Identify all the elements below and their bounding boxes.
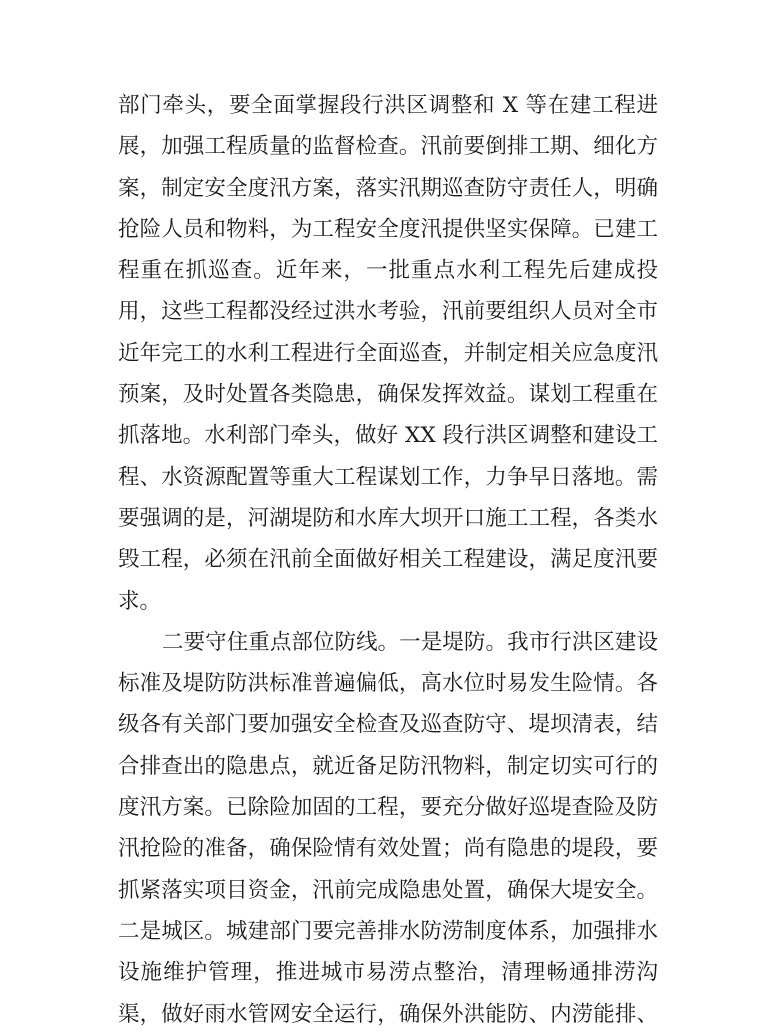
text-line: 程、水资源配置等重大工程谋划工作，力争早日落地。需: [118, 464, 658, 490]
text-line: 预案，及时处置各类隐患，确保发挥效益。谋划工程重在: [118, 382, 658, 408]
text-line: 设施维护管理，推进城市易涝点整治，清理畅通排涝沟: [118, 960, 658, 986]
paragraph-end-line: 求。: [118, 588, 162, 614]
text-line: 汛抢险的准备，确保险情有效处置；尚有隐患的堤段，要: [118, 836, 658, 862]
text-line: 近年完工的水利工程进行全面巡查，并制定相关应急度汛: [118, 340, 658, 366]
text-line: 抢险人员和物料，为工程安全度汛提供坚实保障。已建工: [118, 216, 658, 242]
paragraph-first-line: 二要守住重点部位防线。一是堤防。我市行洪区建设: [162, 629, 658, 655]
text-line: 要强调的是，河湖堤防和水库大坝开口施工工程，各类水: [118, 505, 658, 531]
text-line: 抓紧落实项目资金，汛前完成隐患处置，确保大堤安全。: [118, 877, 658, 903]
text-line: 二是城区。城建部门要完善排水防涝制度体系，加强排水: [118, 918, 658, 944]
text-line: 标准及堤防防洪标准普遍偏低，高水位时易发生险情。各: [118, 671, 658, 697]
text-line: 合排查出的隐患点，就近备足防汛物料，制定切实可行的: [118, 753, 658, 779]
text-line: 度汛方案。已除险加固的工程，要充分做好巡堤查险及防: [118, 795, 658, 821]
body-text: [118, 85, 658, 1035]
text-line: 案，制定安全度汛方案，落实汛期巡查防守责任人，明确: [118, 175, 658, 201]
text-line: 级各有关部门要加强安全检查及巡查防守、堤坝清表，结: [118, 712, 658, 738]
text-line: 用，这些工程都没经过洪水考验，汛前要组织人员对全市: [118, 299, 658, 325]
text-line: 毁工程，必须在汛前全面做好相关工程建设，满足度汛要: [118, 547, 658, 573]
text-line: 程重在抓巡查。近年来，一批重点水利工程先后建成投: [118, 258, 658, 284]
text-line: 抓落地。水利部门牵头，做好 XX 段行洪区调整和建设工: [118, 423, 658, 449]
text-line: 渠，做好雨水管网安全运行，确保外洪能防、内涝能排、: [118, 1001, 658, 1027]
text-line: 部门牵头，要全面掌握段行洪区调整和 X 等在建工程进: [118, 93, 658, 118]
text-line: 展，加强工程质量的监督检查。汛前要倒排工期、细化方: [118, 134, 658, 160]
